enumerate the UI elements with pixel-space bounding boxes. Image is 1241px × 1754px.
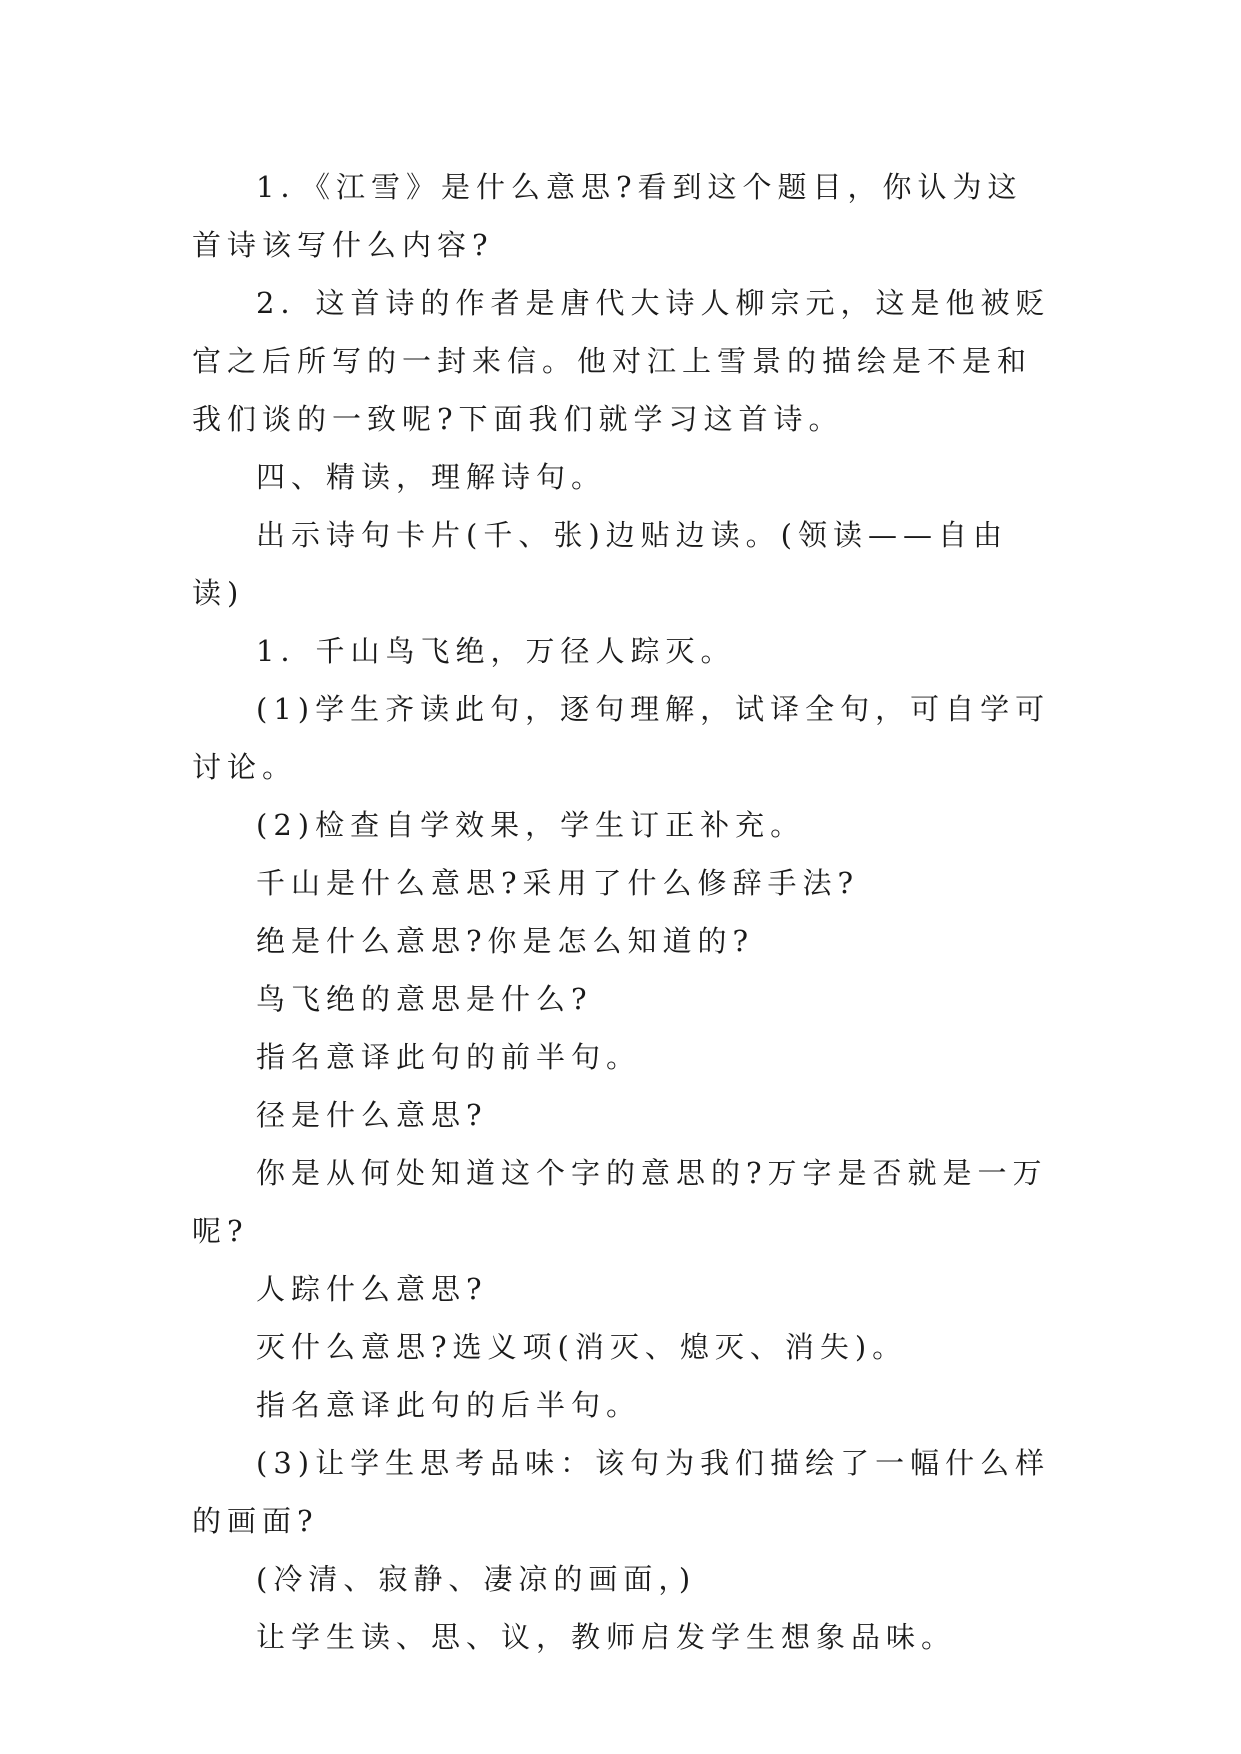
instruction-line: 指名意译此句的前半句。 — [256, 1040, 642, 1074]
section-heading: 四、精读，理解诗句。 — [256, 460, 607, 494]
step-2: (2)检查自学效果，学生订正补充。 — [256, 808, 806, 842]
question-line: 绝是什么意思?你是怎么知道的? — [256, 924, 755, 958]
paragraph-question-2: 2．这首诗的作者是唐代大诗人柳宗元，这是他被贬官之后所写的一封来信。他对江上雪景的描绘是不是和我们谈的一致呢?下面我们就学习这首诗。 — [192, 286, 1051, 436]
question-line: 灭什么意思?选义项(消灭、熄灭、消失)。 — [256, 1330, 908, 1364]
closing-line: 让学生读、思、议，教师启发学生想象品味。 — [256, 1620, 957, 1654]
step-3: (3)让学生思考品味：该句为我们描绘了一幅什么样的画面? — [192, 1446, 1051, 1538]
question-line: 人踪什么意思? — [256, 1272, 488, 1306]
document-body — [192, 158, 1052, 1666]
paragraph-question-1: 1．《江雪》是什么意思?看到这个题目，你认为这首诗该写什么内容? — [192, 170, 1023, 262]
paragraph-instruction: 出示诗句卡片(千、张)边贴边读。(领读——自由读) — [192, 518, 1008, 610]
question-line: 千山是什么意思?采用了什么修辞手法? — [256, 866, 860, 900]
instruction-line: 指名意译此句的后半句。 — [256, 1388, 642, 1422]
step-1: (1)学生齐读此句，逐句理解，试译全句，可自学可讨论。 — [192, 692, 1051, 784]
poem-line-1: 1．千山鸟飞绝，万径人踪灭。 — [256, 634, 736, 668]
question-line: 你是从何处知道这个字的意思的?万字是否就是一万呢? — [192, 1156, 1048, 1248]
answer-line: (冷清、寂静、凄凉的画面，) — [256, 1562, 697, 1596]
question-line: 径是什么意思? — [256, 1098, 488, 1132]
question-line: 鸟飞绝的意思是什么? — [256, 982, 593, 1016]
